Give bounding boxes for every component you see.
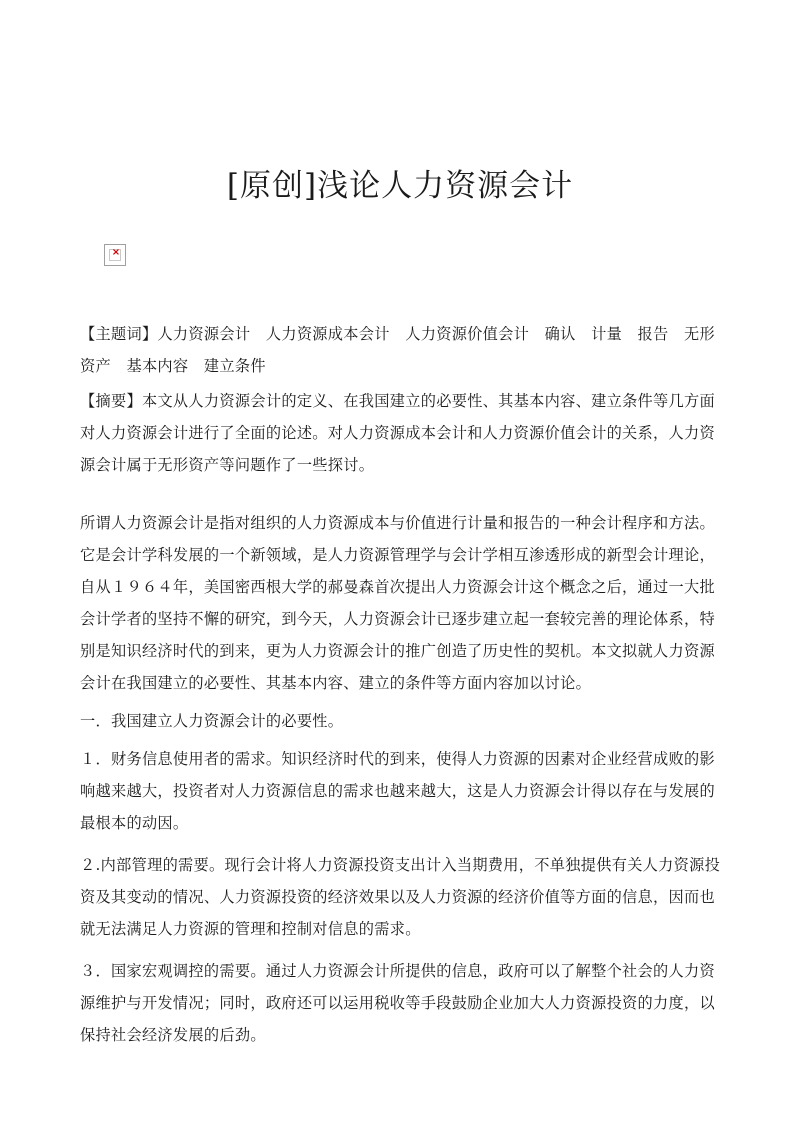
abstract-label: 【摘要】 <box>80 392 142 410</box>
section-heading: 一．我国建立人力资源会计的必要性。 <box>80 712 344 730</box>
keywords-text: 人力资源会计 人力资源成本会计 人力资源价值会计 确认 计量 报告 无形资产 基本内容 建立条件 <box>80 325 715 375</box>
keywords-block <box>80 318 721 382</box>
keywords-label: 【主题词】 <box>80 325 158 343</box>
body-section <box>80 507 721 1051</box>
broken-image-frame <box>109 249 121 261</box>
abstract-text: 本文从人力资源会计的定义、在我国建立的必要性、其基本内容、建立条件等几方面对人力资源会计进行了全面的论述。对人力资源成本会计和人力资源价值会计的关系，人力资源会计属于无形资产等问题作了一些探讨。 <box>80 392 715 474</box>
point-2-paragraph: ２.内部管理的需要。现行会计将人力资源投资支出计入当期费用，不单独提供有关人力资源投资及其变动的情况、人力资源投资的经济效果以及人力资源的经济价值等方面的信息，因而也就无法满足人力资源的管理和控制对信息的需求。 <box>80 856 721 938</box>
broken-image-x-mark: × <box>111 247 121 258</box>
abstract-block <box>80 385 721 481</box>
point-3-paragraph: ３．国家宏观调控的需要。通过人力资源会计所提供的信息，政府可以了解整个社会的人力资源维护与开发情况；同时，政府还可以运用税收等手段鼓励企业加大人力资源投资的力度，以保持社会经济发展的后劲。 <box>80 962 715 1044</box>
broken-image-icon <box>104 244 126 266</box>
document-title: [原创]浅论人力资源会计 <box>226 168 574 204</box>
point-1-paragraph: １．财务信息使用者的需求。知识经济时代的到来，使得人力资源的因素对企业经营成败的影响越来越大，投资者对人力资源信息的需求也越来越大，这是人力资源会计得以存在与发展的最根本的动因。 <box>80 750 715 832</box>
intro-paragraph: 所谓人力资源会计是指对组织的人力资源成本与价值进行计量和报告的一种会计程序和方法。它是会计学科发展的一个新领域，是人力资源管理学与会计学相互渗透形成的新型会计理论，自从１９６４年，美国密西根大学的郝曼森首次提出人力资源会计这个概念之后，通过一大批会计学者的坚持不懈的研究，到今天，人力资源会计已逐步建立起一套较完善的理论体系，特别是知识经济时代的到来，更为人力资源会计的推广创造了历史性的契机。本文拟就人力资源会计在我国建立的必要性、其基本内容、建立的条件等方面内容加以讨论。 <box>80 514 715 692</box>
